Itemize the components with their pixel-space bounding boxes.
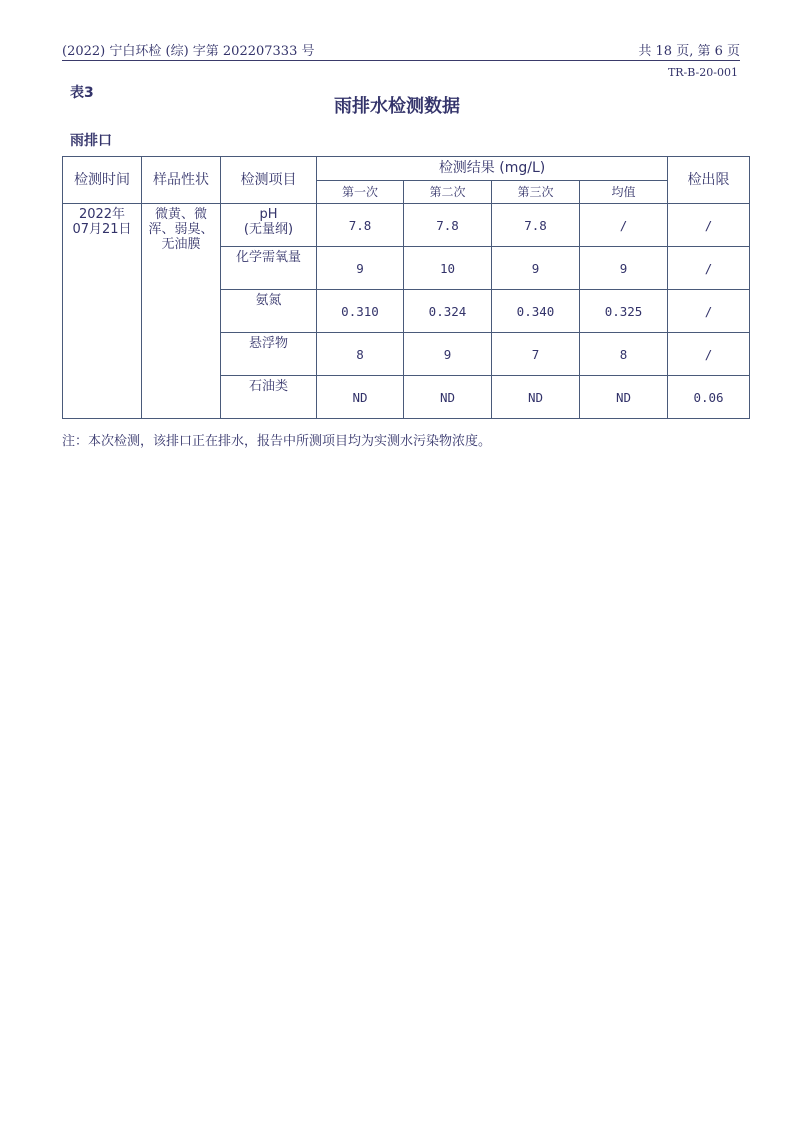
limit-cell: /	[668, 204, 750, 247]
limit-cell: /	[668, 333, 750, 376]
mean-cell: /	[580, 204, 668, 247]
page-header	[62, 38, 740, 61]
section-heading: 雨排口	[70, 133, 112, 149]
item-cell: 氨氮	[221, 290, 317, 333]
header-time: 检测时间	[63, 157, 142, 204]
footnote: 注：本次检测，该排口正在排水，报告中所测项目均为实测水污染物浓度。	[62, 434, 492, 449]
item-cell: 悬浮物	[221, 333, 317, 376]
date-line: 2022年	[78, 207, 126, 222]
value-cell: 9	[492, 247, 580, 290]
sample-line: 无油膜	[161, 237, 201, 252]
sample-line: 微黄、微	[154, 207, 207, 222]
mean-cell: 0.325	[580, 290, 668, 333]
value-cell: 9	[317, 247, 404, 290]
sample-description	[142, 204, 221, 419]
value-cell: 9	[404, 333, 492, 376]
header-mean: 均值	[580, 181, 668, 204]
table-number: 表3	[70, 85, 94, 101]
value-cell: 7.8	[492, 204, 580, 247]
results-table	[62, 156, 750, 419]
header-third: 第三次	[492, 181, 580, 204]
item-unit: (无量纲)	[243, 222, 294, 237]
mean-cell: ND	[580, 376, 668, 419]
mean-cell: 9	[580, 247, 668, 290]
value-cell: 7.8	[404, 204, 492, 247]
limit-cell: /	[668, 247, 750, 290]
sample-line: 浑、弱臭、	[148, 222, 214, 237]
value-cell: ND	[404, 376, 492, 419]
value-cell: ND	[492, 376, 580, 419]
value-cell: 8	[317, 333, 404, 376]
value-cell: 0.310	[317, 290, 404, 333]
value-cell: 7.8	[317, 204, 404, 247]
item-cell	[221, 204, 317, 247]
item-cell: 化学需氧量	[221, 247, 317, 290]
value-cell: ND	[317, 376, 404, 419]
mean-cell: 8	[580, 333, 668, 376]
document-code: TR-B-20-001	[667, 66, 738, 79]
header-sample: 样品性状	[142, 157, 221, 204]
value-cell: 7	[492, 333, 580, 376]
header-item: 检测项目	[221, 157, 317, 204]
table-row	[63, 204, 750, 247]
limit-cell: 0.06	[668, 376, 750, 419]
item-cell: 石油类	[221, 376, 317, 419]
page-title: 雨排水检测数据	[334, 96, 460, 117]
sampling-date	[63, 204, 142, 419]
value-cell: 0.324	[404, 290, 492, 333]
header-first: 第一次	[317, 181, 404, 204]
page-number: 共 18 页, 第 6 页	[638, 44, 740, 59]
report-reference: (2022) 宁白环检 (综) 字第 202207333 号	[62, 44, 315, 59]
date-line: 07月21日	[72, 222, 132, 237]
header-row	[63, 157, 750, 181]
header-results: 检测结果 (mg/L)	[317, 157, 668, 181]
header-second: 第二次	[404, 181, 492, 204]
header-limit: 检出限	[668, 157, 750, 204]
value-cell: 10	[404, 247, 492, 290]
value-cell: 0.340	[492, 290, 580, 333]
item-name: pH	[259, 207, 278, 222]
limit-cell: /	[668, 290, 750, 333]
